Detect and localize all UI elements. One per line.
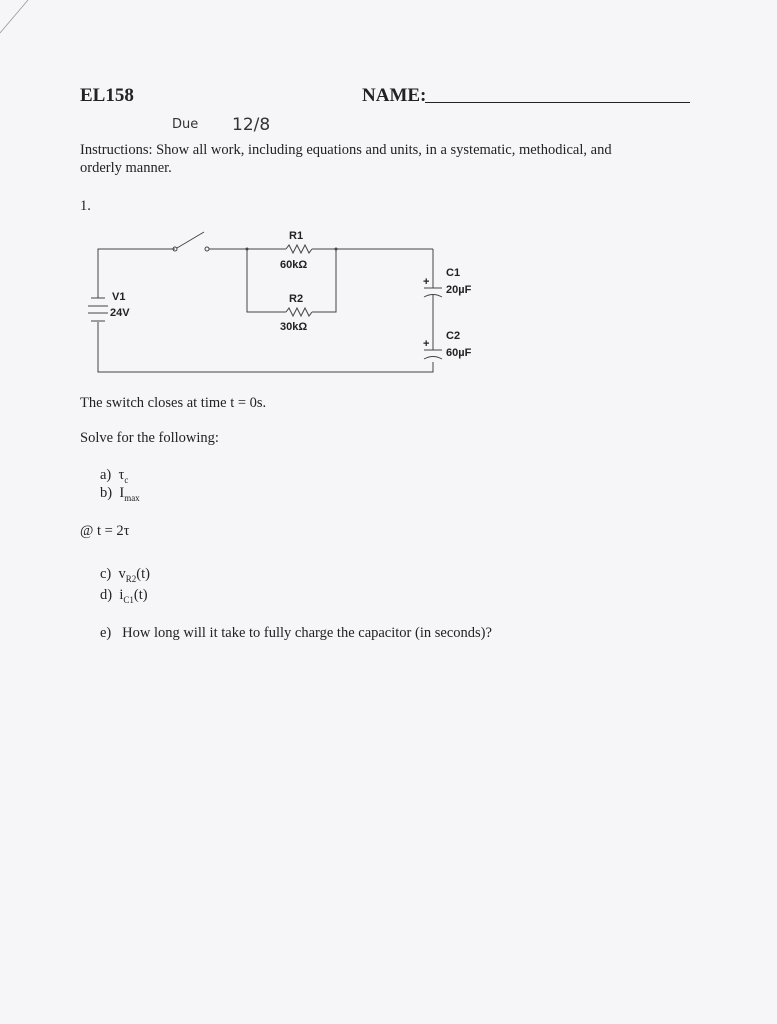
due-handwritten: Due [172, 117, 199, 132]
r2-name: R2 [289, 293, 304, 305]
voltage-argument: (t) [136, 566, 150, 582]
name-label: NAME: [362, 85, 427, 106]
item-e-label: e) [100, 625, 112, 641]
item-d-label: d) [100, 587, 113, 603]
wire-left [98, 249, 175, 298]
time-condition: @ t = 2τ [80, 523, 130, 539]
c1-name: C1 [446, 267, 461, 279]
circuit-diagram [0, 0, 777, 400]
solve-heading: Solve for the following: [80, 430, 219, 446]
item-d [100, 587, 148, 605]
tau-symbol: τ [118, 467, 125, 483]
item-a [100, 467, 128, 485]
item-c-label: c) [100, 566, 112, 582]
item-c [100, 566, 150, 584]
cap-current-subscript: C1 [123, 594, 134, 605]
r2-value: 30kΩ [280, 321, 308, 333]
r2-resistor [286, 308, 312, 316]
date-handwritten: 12/8 [232, 115, 271, 135]
course-code: EL158 [80, 85, 134, 106]
problem-number: 1. [80, 198, 91, 214]
voltage-symbol: v [118, 566, 126, 582]
item-b-label: b) [100, 485, 113, 501]
voltage-subscript: R2 [125, 573, 137, 584]
r1-value: 60kΩ [280, 259, 308, 271]
switch-blade [177, 232, 204, 248]
item-a-label: a) [100, 467, 112, 483]
r1-name: R1 [289, 230, 304, 242]
v1-name: V1 [112, 291, 126, 303]
instructions-line2: orderly manner. [80, 160, 172, 176]
cap-current-argument: (t) [133, 587, 148, 603]
cap-current-symbol: i [119, 587, 124, 603]
item-e [100, 625, 492, 642]
c1-plus: + [423, 276, 430, 288]
c2-plus: + [423, 338, 430, 350]
current-subscript: max [124, 492, 140, 503]
switch-statement: The switch closes at time t = 0s. [80, 395, 267, 411]
r1-resistor [286, 245, 312, 253]
item-b [100, 485, 140, 503]
c2-plate-curved [424, 357, 442, 360]
c2-name: C2 [446, 330, 461, 342]
c2-value: 60µF [446, 347, 472, 359]
current-symbol: I [119, 485, 125, 501]
v1-value: 24V [110, 307, 130, 319]
c1-value: 20µF [446, 284, 472, 296]
wire-bottom [98, 322, 433, 372]
item-e-text: How long will it take to fully charge the capacitor (in seconds)? [122, 625, 492, 641]
switch-contact [205, 247, 209, 251]
instructions-line1: Instructions: Show all work, including equations and units, in a systematic, methodical, and [80, 142, 612, 158]
tau-subscript: c [124, 474, 129, 485]
